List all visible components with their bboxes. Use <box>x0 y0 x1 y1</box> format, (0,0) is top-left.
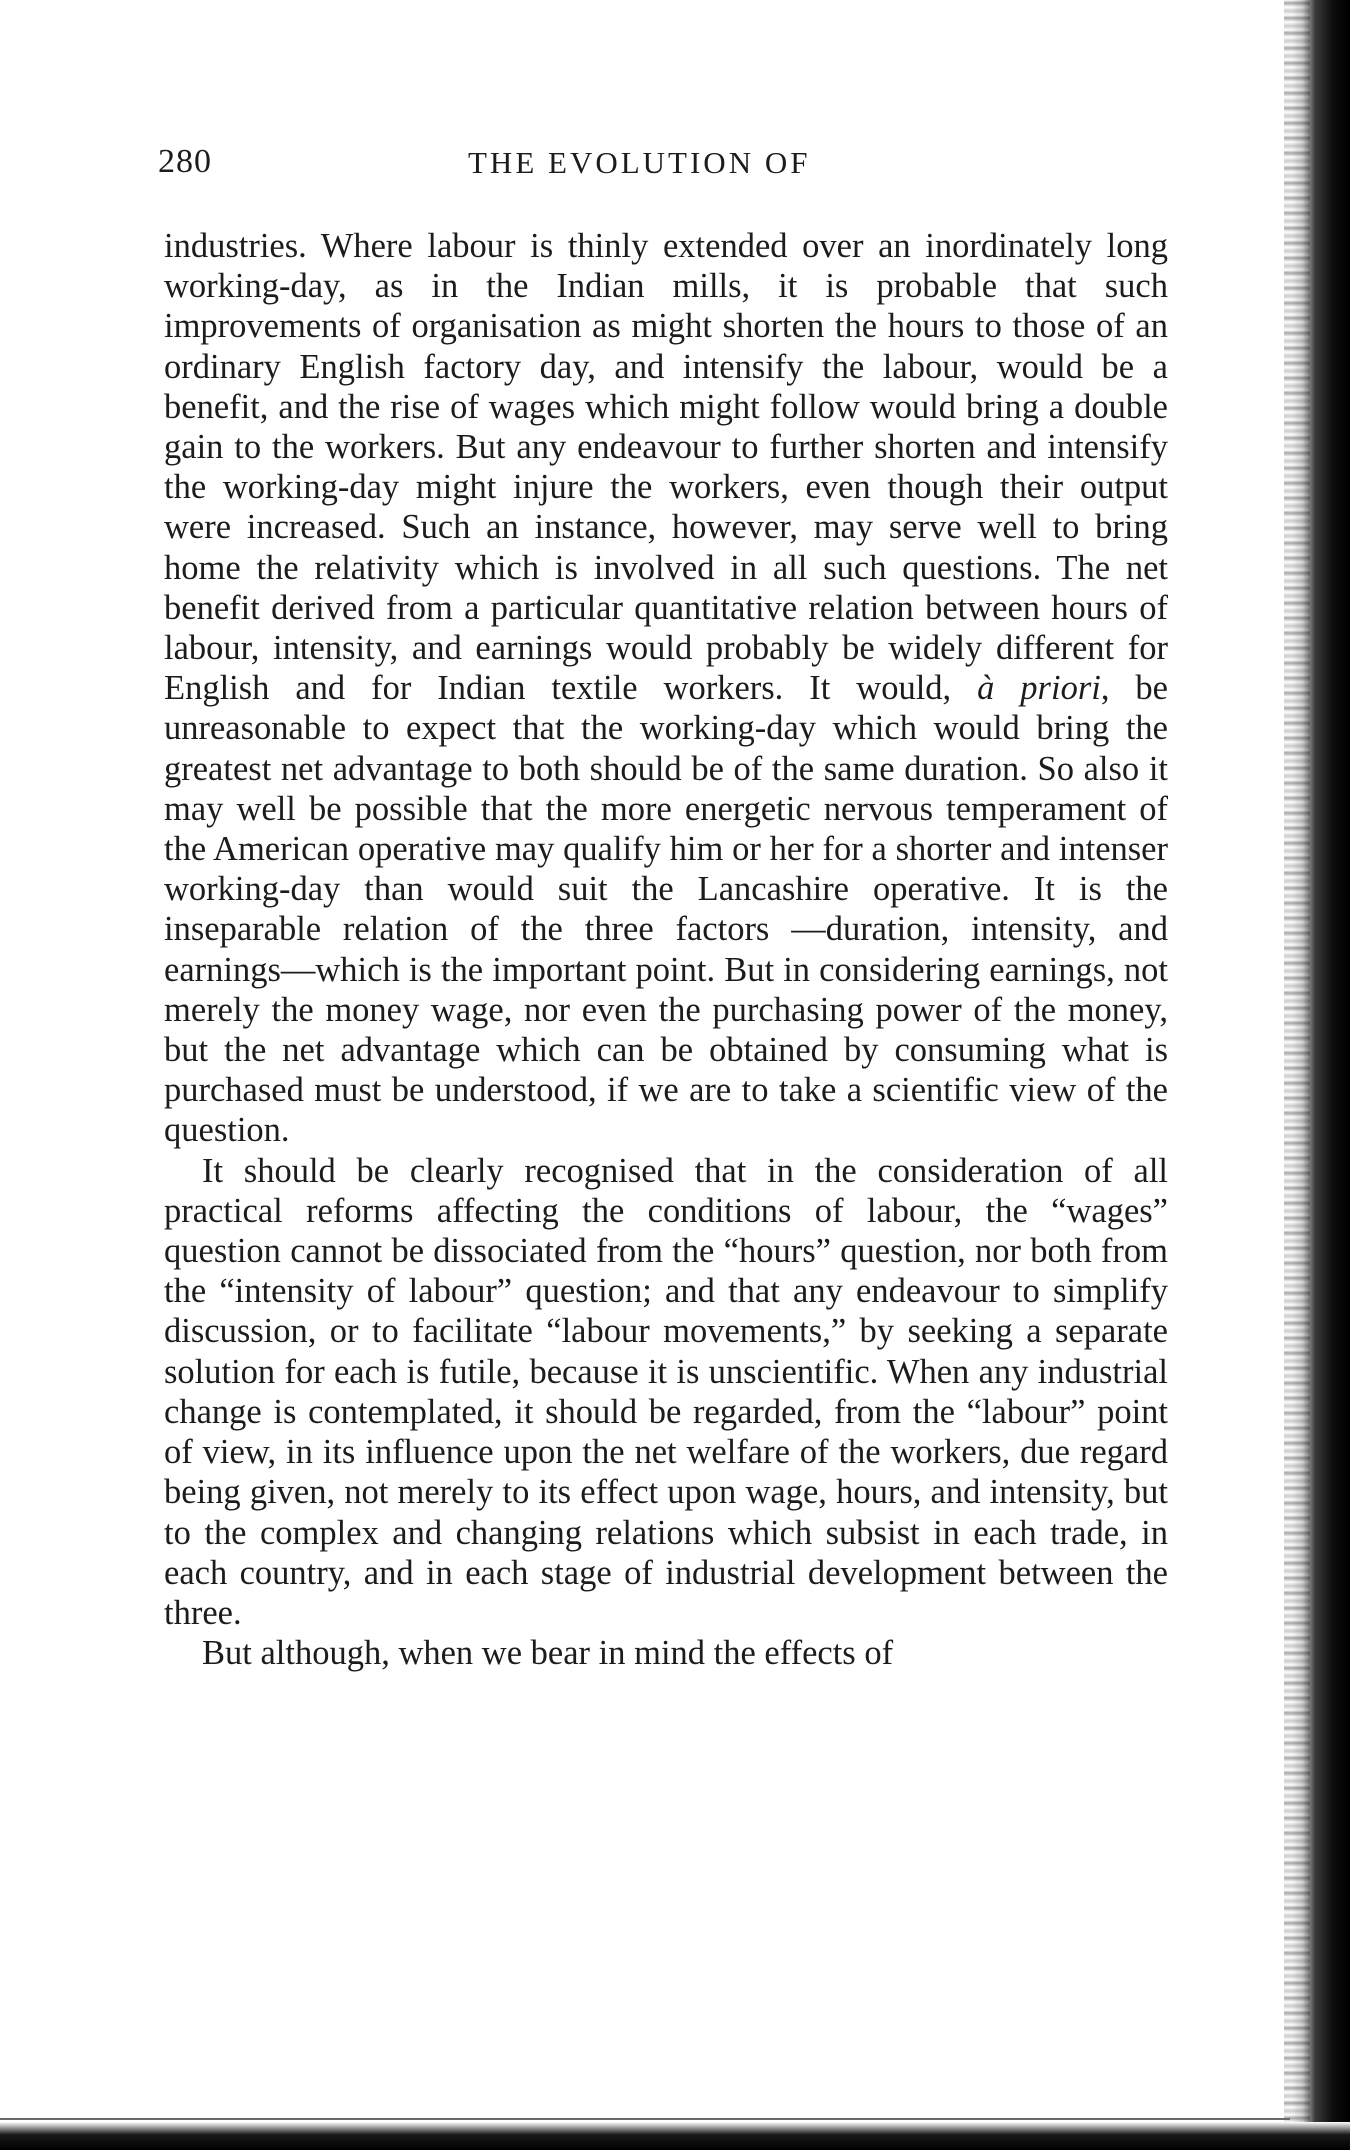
page-header <box>158 143 1170 193</box>
paragraph <box>164 226 1168 1151</box>
paragraph-text: industries. Where labour is thinly extended over an inordinately long working-day, as in the Indian mills, it is probable that such improvements of organisation as might shorten the hours to those of an ordinary English factory day, and intensify the labour, would be a benefit, and the rise of wages which might follow would bring a double gain to the workers. But any endeavour to further shorten and intensify the working-day might injure the workers, even though their output were increased. Such an instance, however, may serve well to bring home the relativity which is involved in all such questions. The net benefit derived from a particular quantitative relation between hours of labour, intensity, and earnings would probably be widely different for English and for Indian textile workers. It would, <box>164 227 1168 708</box>
paragraph: It should be clearly recognised that in the consideration of all practical reforms affecting the conditions of labour, the “wages” question cannot be dissociated from the “hours” question, nor both from the “intensity of labour” question; and that any endeavour to simplify discussion, or to facilitate “labour movements,” by seeking a separate solution for each is futile, because it is unscientific. When any industrial change is contemplated, it should be regarded, from the “labour” point of view, in its influence upon the net welfare of the workers, due regard being given, not merely to its effect upon wage, hours, and intensity, but to the complex and changing relations which subsist in each trade, in each country, and in each stage of industrial development between the three. <box>164 1151 1168 1632</box>
bottom-shadow <box>0 2122 1350 2150</box>
paragraph-text: , be unreasonable to expect that the working-day which would bring the greatest net advantage to both should be of the same duration. So also it may well be possible that the more energetic nervous temperament of the American operative may qualify him or her for a shorter and intenser working-day than would suit the Lancashire operative. It is the inseparable relation of the three factors —duration, intensity, and earnings—which is the important point. But in considering earnings, not merely the money wage, nor even the purchasing power of the money, but the net advantage which can be obtained by consuming what is purchased must be understood, if we are to take a scientific view of the question. <box>164 669 1168 1150</box>
body-text <box>164 226 1168 1673</box>
running-head: THE EVOLUTION OF <box>468 145 811 180</box>
italic-phrase: à priori <box>977 669 1101 708</box>
binding-texture <box>1284 0 1310 2150</box>
bottom-rule <box>0 2118 1290 2120</box>
page-number: 280 <box>158 143 212 180</box>
paragraph: But although, when we bear in mind the effects of <box>202 1634 894 1673</box>
